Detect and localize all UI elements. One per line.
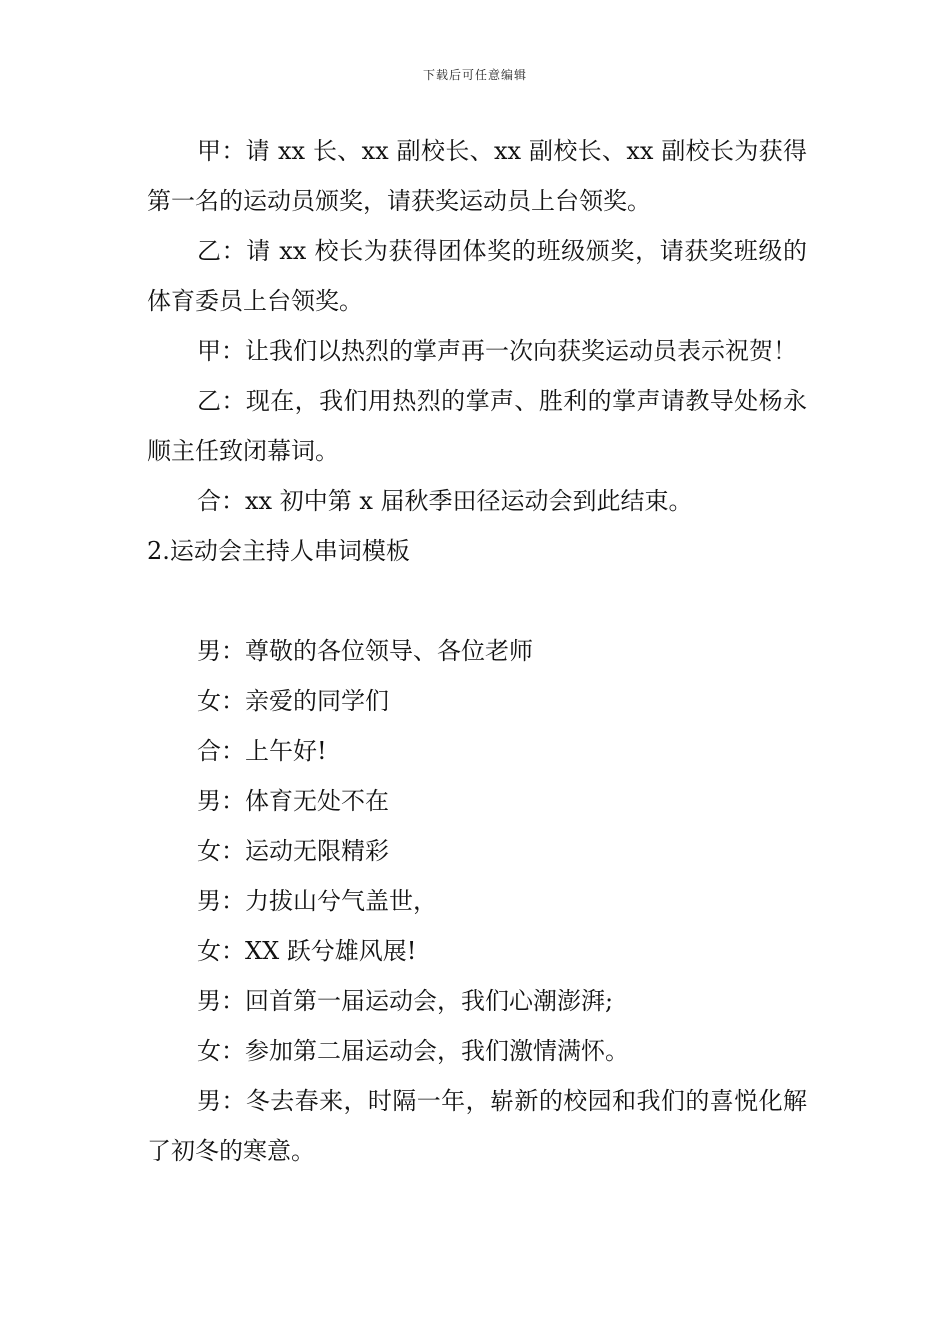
dialogue-line: 女：参加第二届运动会，我们激情满怀。 [197, 1037, 629, 1065]
document-body [147, 126, 807, 1176]
section-heading: 2.运动会主持人串词模板 [147, 537, 410, 565]
dialogue-line: 女：亲爱的同学们 [197, 687, 389, 715]
paragraph: 甲：让我们以热烈的掌声再一次向获奖运动员表示祝贺！ [197, 337, 797, 365]
dialogue-line: 男：冬去春来，时隔一年，崭新的校园和我们的喜悦化解了初冬的寒意。 [147, 1087, 807, 1165]
dialogue-line: 男：体育无处不在 [197, 787, 389, 815]
blank-line [147, 576, 807, 626]
dialogue-line: 男：尊敬的各位领导、各位老师 [197, 637, 533, 665]
page-header: 下载后可任意编辑 [422, 68, 527, 82]
paragraph: 甲：请 xx 长、xx 副校长、xx 副校长、xx 副校长为获得第一名的运动员颁奖，请获奖运动员上台领奖。 [147, 137, 807, 215]
paragraph: 合：xx 初中第 x 届秋季田径运动会到此结束。 [197, 487, 693, 515]
paragraph: 乙：请 xx 校长为获得团体奖的班级颁奖，请获奖班级的体育委员上台领奖。 [147, 237, 807, 315]
paragraph: 乙：现在，我们用热烈的掌声、胜利的掌声请教导处杨永顺主任致闭幕词。 [147, 387, 807, 465]
dialogue-line: 男：回首第一届运动会，我们心潮澎湃; [197, 987, 614, 1015]
dialogue-line: 女：运动无限精彩 [197, 837, 389, 865]
dialogue-line: 合：上午好! [197, 737, 327, 765]
dialogue-line: 男：力拔山兮气盖世， [197, 887, 437, 915]
dialogue-line: 女：XX 跃兮雄风展! [197, 937, 417, 965]
